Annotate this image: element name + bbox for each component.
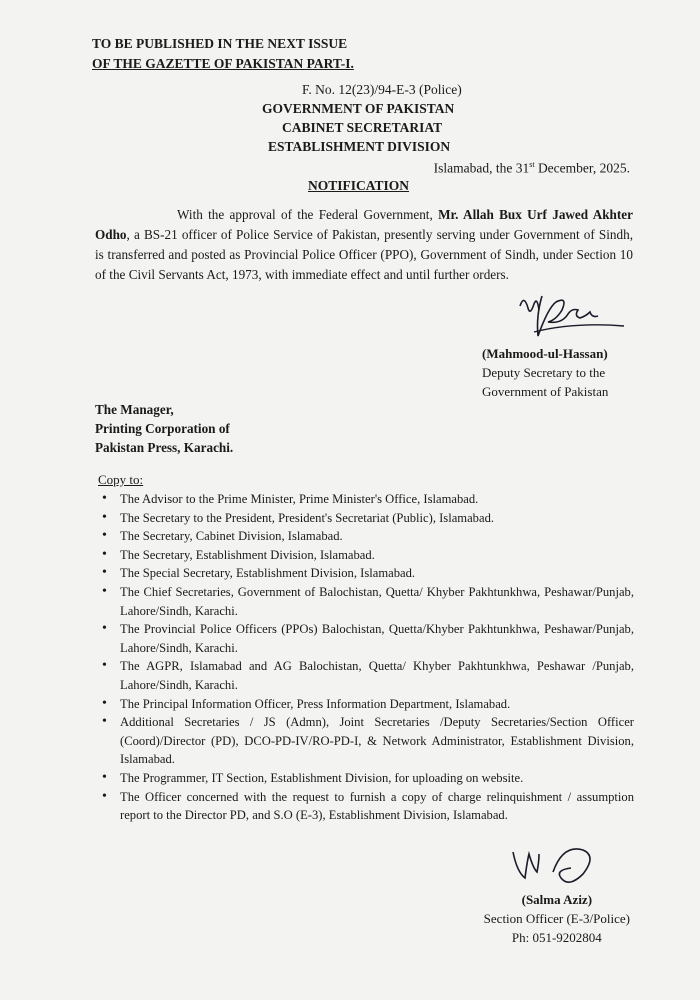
publication-line-1: TO BE PUBLISHED IN THE NEXT ISSUE: [92, 36, 348, 51]
list-item: • The Principal Information Officer, Press Information Department, Islamabad.: [96, 695, 634, 714]
addressee-block: [95, 400, 233, 457]
body-intro: With the approval of the Federal Government,: [177, 207, 439, 222]
copy-to-label: Copy to:: [98, 472, 144, 487]
list-item: • The Provincial Police Officers (PPOs) Balochistan, Quetta/Khyber Pakhtunkhwa, Peshawar/Punjab, Lahore/Sindh, Karachi.: [96, 620, 634, 657]
signatory-1-name: (Mahmood-ul-Hassan): [482, 346, 608, 361]
addressee-line-3: Pakistan Press, Karachi.: [95, 440, 234, 455]
government-title: GOVERNMENT OF PAKISTAN: [262, 101, 455, 116]
addressee-line-1: The Manager,: [95, 402, 174, 417]
signatory-2-name: (Salma Aziz): [521, 892, 593, 907]
date-prefix: Islamabad, the 31: [433, 160, 530, 176]
addressee-line-2: Printing Corporation of: [95, 421, 230, 436]
signatory-1-title-line-1: Deputy Secretary to the: [482, 365, 606, 380]
notification-body: [95, 205, 633, 285]
signatory-1-block: [482, 344, 608, 401]
signatory-1-title-line-2: Government of Pakistan: [482, 384, 609, 399]
list-item: • Additional Secretaries / JS (Admn), Joint Secretaries /Deputy Secretaries/Section Officer (Coord)/Director (PD), DCO-PD-IV/RO-PD-I, & Network Administrator, Establishment Division, Islamabad.: [96, 713, 634, 769]
date-rest: December, 2025.: [534, 160, 630, 176]
issue-date: [434, 160, 630, 177]
notification-title: NOTIFICATION: [308, 178, 410, 193]
list-item: • The Secretary, Establishment Division, Islamabad.: [96, 546, 634, 565]
division-title: ESTABLISHMENT DIVISION: [268, 139, 451, 154]
list-item: • The Special Secretary, Establishment Division, Islamabad.: [96, 564, 634, 583]
officer-name: Mr. Allah Bux Urf Jawed Akhter Odho: [95, 207, 633, 242]
list-item: • The Secretary to the President, President's Secretariat (Public), Islamabad.: [96, 509, 634, 528]
secretariat-title: CABINET SECRETARIAT: [282, 120, 443, 135]
list-item: • The AGPR, Islamabad and AG Balochistan, Quetta/ Khyber Pakhtunkhwa, Peshawar /Punjab, Lahore/Sindh, Karachi.: [96, 657, 634, 694]
list-item: • The Chief Secretaries, Government of Balochistan, Quetta/ Khyber Pakhtunkhwa, Peshawar/Punjab, Lahore/Sindh, Karachi.: [96, 583, 634, 620]
signatory-2-title: Section Officer (E-3/Police): [483, 911, 630, 926]
publication-instruction: [92, 34, 354, 74]
list-item: • The Programmer, IT Section, Establishment Division, for uploading on website.: [96, 769, 634, 788]
signatory-2-phone: Ph: 051-9202804: [511, 930, 602, 945]
file-number: F. No. 12(23)/94-E-3 (Police): [302, 82, 462, 97]
signature-deputy-secretary: [508, 288, 628, 350]
publication-line-2: OF THE GAZETTE OF PAKISTAN PART-I.: [92, 56, 354, 71]
copy-to-list: [96, 490, 634, 825]
signatory-2-block: [484, 890, 630, 947]
body-text: , a BS-21 officer of Police Service of Pakistan, presently serving under Government of Sindh, is transferred and posted as Provincial Police Officer (PPO), Government of Sindh, under Section 10 of the Civil Servants Act, 1973, with immediate effect and until further orders.: [95, 227, 633, 282]
list-item: • The Officer concerned with the request to furnish a copy of charge relinquishment / assumption report to the Director PD, and S.O (E-3), Establishment Division, Islamabad.: [96, 788, 634, 825]
list-item: • The Advisor to the Prime Minister, Prime Minister's Office, Islamabad.: [96, 490, 634, 509]
date-suffix: st: [529, 160, 535, 169]
list-item: • The Secretary, Cabinet Division, Islamabad.: [96, 527, 634, 546]
